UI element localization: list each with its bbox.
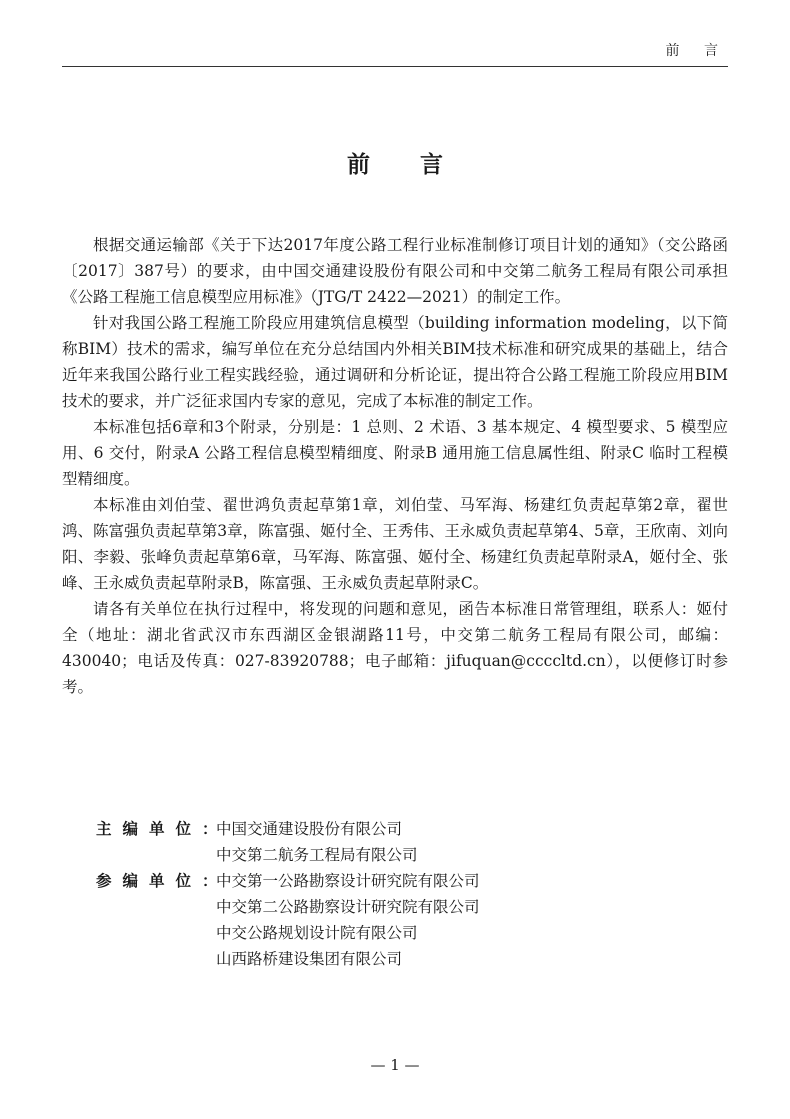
running-header: 前 言	[665, 43, 728, 59]
paragraph-background: 针对我国公路工程施工阶段应用建筑信息模型（building information modeling，以下简称BIM）技术的需求，编写单位在充分总结国内外相关BIM技术标准和研究成果的基础上，结合近年来我国公路行业工程实践经验，通过调研和分析论证，提出符合公路工程施工阶段应用BIM技术的要求，并广泛征求国内专家的意见，完成了本标准的制定工作。	[62, 314, 728, 410]
org-name: 中国交通建设股份有限公司	[216, 820, 403, 838]
paragraph-drafters: 本标准由刘伯莹、翟世鸿负责起草第1章，刘伯莹、马军海、杨建红负责起草第2章，翟世鸿、陈富强负责起草第3章，陈富强、姬付全、王秀伟、王永威负责起草第4、5章，王欣南、刘向阳、李毅、张峰负责起草第6章，马军海、陈富强、姬付全、杨建红负责起草附录A，姬付全、张峰、王永威负责起草附录B，陈富强、王永威负责起草附录C。	[62, 496, 728, 592]
header-rule	[62, 66, 728, 67]
page-title: 前言	[347, 151, 493, 178]
participating-list	[216, 868, 480, 972]
participating-units	[96, 868, 728, 972]
org-name: 中交公路规划设计院有限公司	[216, 924, 418, 942]
units-section	[96, 816, 728, 972]
org-name: 中交第二公路勘察设计研究院有限公司	[216, 898, 480, 916]
page-number: — 1 —	[370, 1056, 420, 1074]
paragraph-contents: 本标准包括6章和3个附录，分别是：1 总则、2 术语、3 基本规定、4 模型要求、5 模型应用、6 交付，附录A 公路工程信息模型精细度、附录B 通用施工信息属性组、附录C 临时工程模型精细度。	[62, 418, 728, 488]
org-name: 中交第二航务工程局有限公司	[216, 846, 418, 864]
chief-editor-units	[96, 816, 728, 868]
org-name: 中交第一公路勘察设计研究院有限公司	[216, 872, 480, 890]
preface-body	[62, 232, 728, 700]
paragraph-plan-source: 根据交通运输部《关于下达2017年度公路工程行业标准制修订项目计划的通知》（交公路函〔2017〕387号）的要求，由中国交通建设股份有限公司和中交第二航务工程局有限公司承担《公路工程施工信息模型应用标准》（JTG/T 2422—2021）的制定工作。	[62, 236, 728, 306]
chief-editor-label: 主编单位：	[96, 819, 218, 838]
paragraph-contact: 请各有关单位在执行过程中，将发现的问题和意见，函告本标准日常管理组，联系人：姬付全（地址：湖北省武汉市东西湖区金银湖路11号，中交第二航务工程局有限公司，邮编：430040；电话及传真：027-83920788；电子邮箱：jifuquan@ccccltd.cn），以便修订时参考。	[62, 600, 728, 696]
chief-editor-list	[216, 816, 418, 868]
participating-label: 参编单位：	[96, 871, 218, 890]
org-name: 山西路桥建设集团有限公司	[216, 950, 403, 968]
